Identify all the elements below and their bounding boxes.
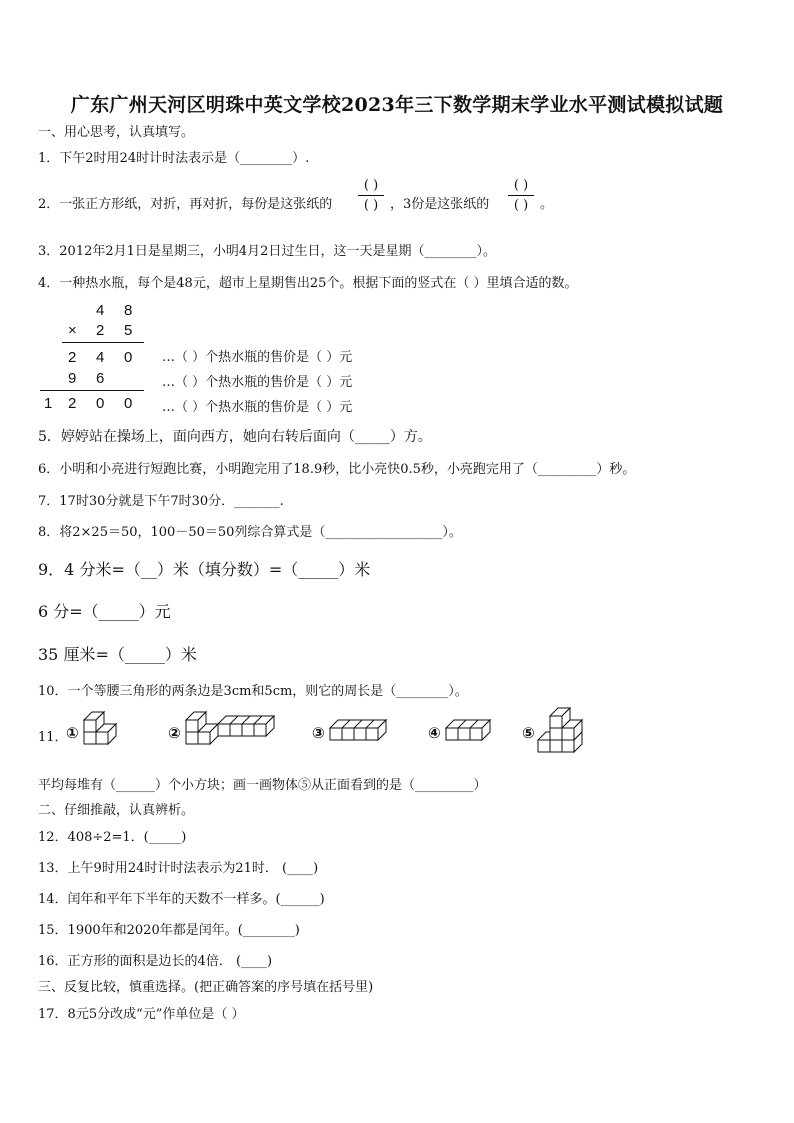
question-4: 4．一种热水瓶，每个是48元，超市上星期售出25个。根据下面的竖式在（ ）里填合适的数。 — [38, 276, 578, 291]
fraction-denominator: ( ) — [363, 198, 379, 213]
digit: 2 — [68, 395, 77, 412]
vertical-rule-2 — [40, 390, 144, 391]
question-11-text: 平均每堆有（______）个小方块；画一画物体⑤从正面看到的是（_________） — [38, 778, 487, 793]
cube-figure-2 — [186, 712, 274, 744]
digit: 0 — [124, 395, 133, 412]
vertical-note-1: …（ ）个热水瓶的售价是（ ）元 — [162, 350, 353, 365]
digit: 1 — [44, 395, 53, 412]
digit: 2 — [96, 322, 105, 339]
question-16: 16．正方形的面积是边长的4倍． (____) — [38, 954, 273, 969]
fraction-bar — [508, 195, 534, 196]
question-11-label: 11． — [38, 730, 68, 745]
fraction-bar — [358, 195, 384, 196]
question-10: 10．一个等腰三角形的两条边是3cm和5cm，则它的周长是（________）。 — [38, 684, 468, 699]
question-2-part-b: ，3份是这张纸的 — [390, 197, 490, 212]
question-9-part-c: 35 厘米=（_____）米 — [38, 645, 197, 664]
section-heading-3: 三、反复比较，慎重选择。(把正确答案的序号填在括号里) — [38, 980, 374, 995]
cube-figure-1 — [84, 712, 116, 754]
question-13: 13．上午9时用24时计时法表示为21时． (____) — [38, 861, 319, 876]
question-9-part-b: 6 分=（_____）元 — [38, 602, 171, 621]
digit: 6 — [96, 370, 105, 387]
digit: 9 — [68, 370, 77, 387]
question-9: 9．4 分米=（__）米（填分数）=（_____）米 — [38, 560, 371, 579]
question-3: 3．2012年2月1日是星期三，小明4月2日过生日，这一天是星期（________）。 — [38, 244, 496, 259]
question-15: 15．1900年和2020年都是闰年。(________) — [38, 923, 300, 938]
fraction-numerator: ( ) — [363, 178, 379, 193]
fraction-blank-2 — [504, 177, 538, 214]
page-title: 广东广州天河区明珠中英文学校2023年三下数学期末学业水平测试模拟试题 — [70, 94, 724, 116]
vertical-rule-1 — [62, 342, 144, 343]
fraction-numerator: ( ) — [513, 178, 529, 193]
fraction-denominator: ( ) — [513, 198, 529, 213]
shape-number-1: ① — [66, 724, 79, 742]
question-12: 12．408÷2=1．(_____) — [38, 830, 187, 845]
vertical-note-3: …（ ）个热水瓶的售价是（ ）元 — [162, 400, 353, 415]
cube-figure-3 — [330, 720, 386, 740]
section-heading-1: 一、用心思考，认真填写。 — [38, 125, 195, 140]
shape-number-2: ② — [168, 724, 181, 742]
cube-figure-5 — [538, 708, 582, 752]
question-7: 7．17时30分就是下午7时30分．_______. — [38, 494, 284, 509]
digit: 4 — [96, 349, 105, 366]
question-14: 14．闰年和平年下半年的天数不一样多。(______) — [38, 892, 325, 907]
question-2-part-c: 。 — [540, 197, 554, 212]
question-8: 8．将2×25＝50，100－50＝50列综合算式是（__________________）。 — [38, 525, 462, 540]
question-2-part-a: 2．一张正方形纸，对折，再对折，每份是这张纸的 — [38, 197, 333, 212]
question-5: 5．婷婷站在操场上，面向西方，她向右转后面向（_____）方。 — [38, 429, 432, 445]
vertical-note-2: …（ ）个热水瓶的售价是（ ）元 — [162, 375, 353, 390]
shape-number-5: ⑤ — [522, 724, 535, 742]
digit: 0 — [124, 349, 133, 366]
shape-number-3: ③ — [312, 724, 325, 742]
question-6: 6．小明和小亮进行短跑比赛，小明跑完用了18.9秒，比小亮快0.5秒，小亮跑完用了（_________）秒。 — [38, 462, 636, 477]
question-17: 17．8元5分改成“元”作单位是（ ） — [38, 1007, 245, 1022]
section-heading-2: 二、仔细推敲，认真辨析。 — [38, 803, 195, 818]
multiply-sign: × — [68, 322, 77, 339]
cube-figure-4 — [446, 720, 490, 740]
shape-number-4: ④ — [428, 724, 441, 742]
digit: 5 — [124, 322, 133, 339]
digit: 4 — [96, 302, 105, 319]
digit: 8 — [124, 302, 133, 319]
cube-figures — [0, 700, 794, 766]
fraction-blank-1 — [354, 177, 388, 214]
question-1: 1．下午2时用24时计时法表示是（________）. — [38, 151, 310, 166]
digit: 2 — [68, 349, 77, 366]
digit: 0 — [96, 395, 105, 412]
